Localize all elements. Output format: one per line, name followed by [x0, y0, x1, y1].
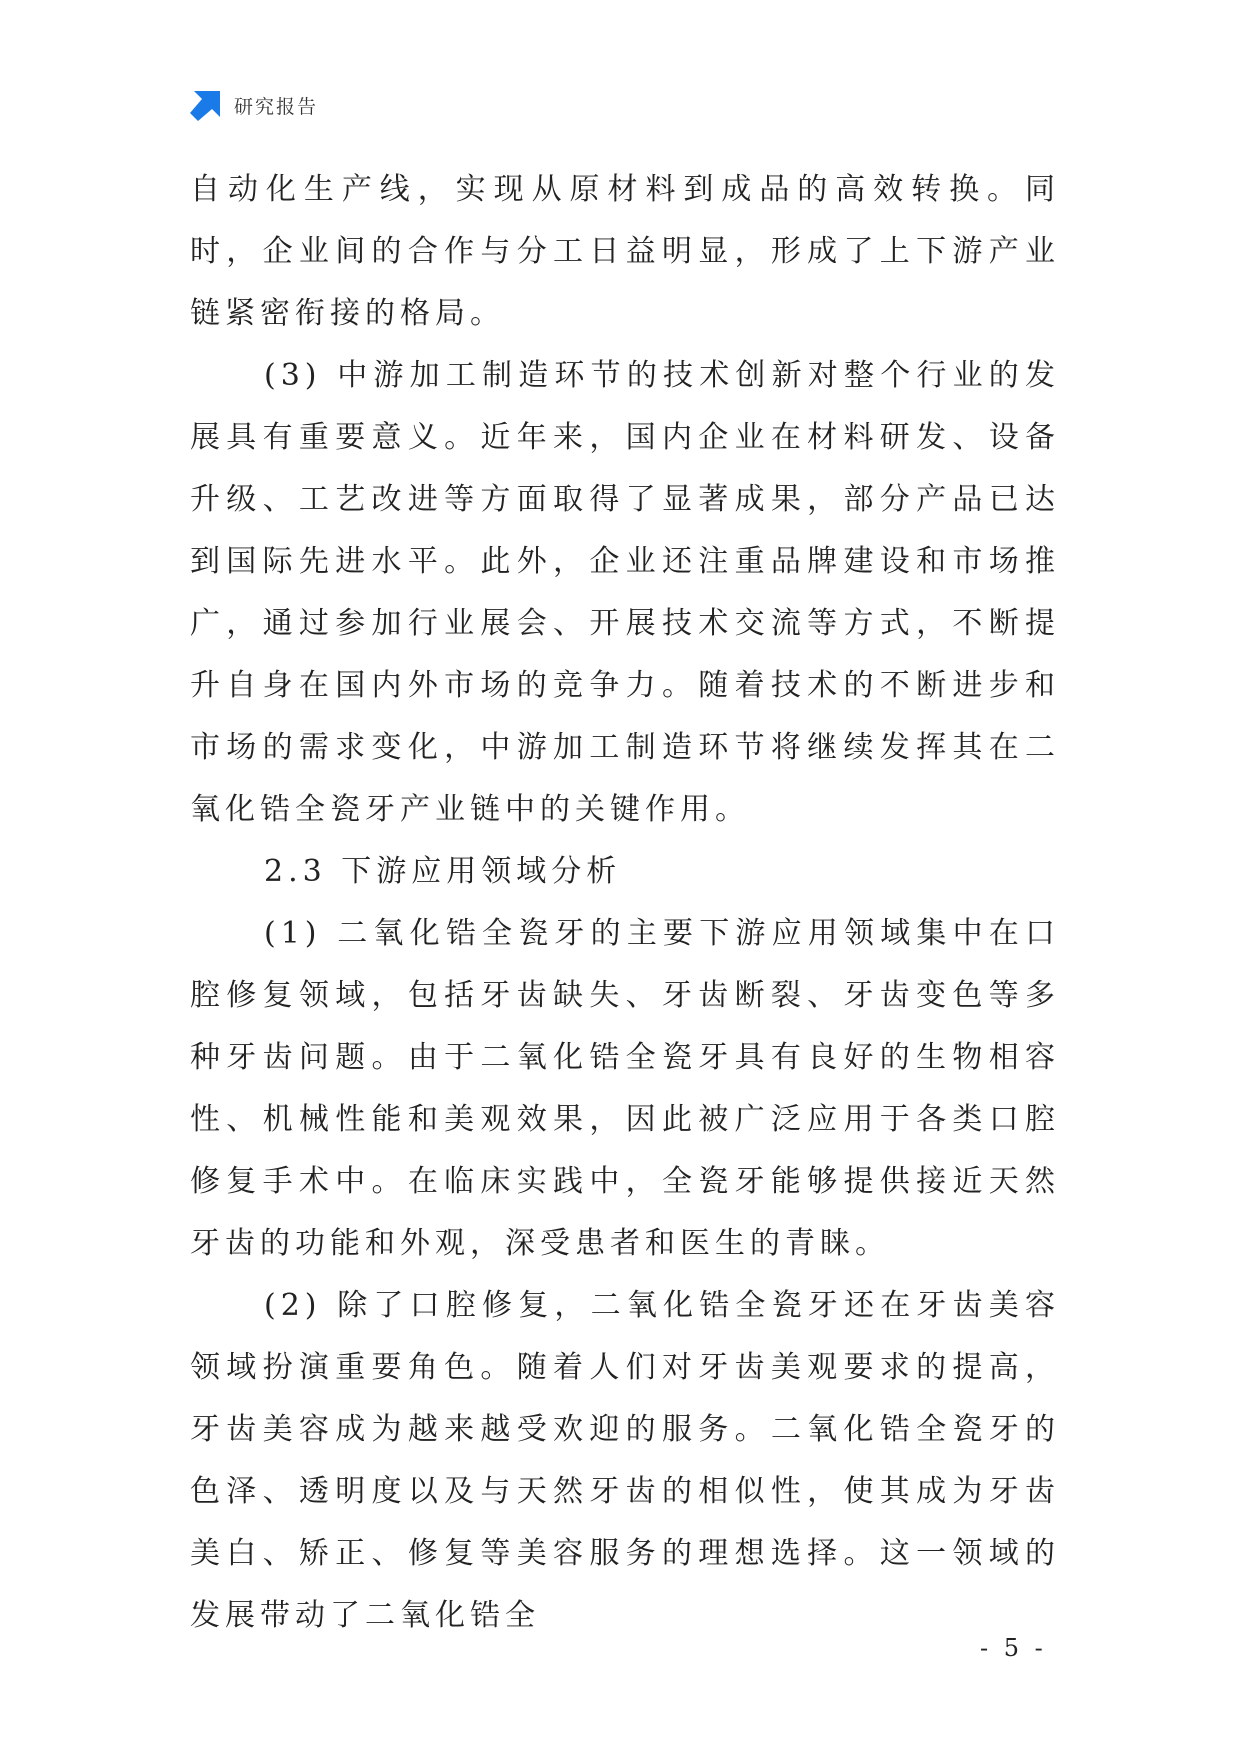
arrow-up-right-icon: [190, 89, 222, 121]
header-title: 研究报告: [234, 95, 319, 118]
report-header: [190, 88, 318, 122]
paragraph-dental-cosmetics: (2) 除了口腔修复，二氧化锆全瓷牙还在牙齿美容领域扮演重要角色。随着人们对牙齿美观要求的提高，牙齿美容成为越来越受欢迎的服务。二氧化锆全瓷牙的色泽、透明度以及与天然牙齿的相似性，使其成为牙齿美白、矫正、修复等美容服务的理想选择。这一领域的发展带动了二氧化锆全: [190, 1288, 1060, 1633]
section-heading: 2.3 下游应用领域分析: [264, 854, 622, 889]
page-number: - 5 -: [980, 1634, 1047, 1662]
paragraph-continuation: 自动化生产线，实现从原材料到成品的高效转换。同时，企业间的合作与分工日益明显，形成了上下游产业链紧密衔接的格局。: [190, 172, 1060, 331]
document-body: [190, 159, 1060, 1647]
paragraph-oral-restoration: (1) 二氧化锆全瓷牙的主要下游应用领域集中在口腔修复领域，包括牙齿缺失、牙齿断裂、牙齿变色等多种牙齿问题。由于二氧化锆全瓷牙具有良好的生物相容性、机械性能和美观效果，因此被广泛应用于各类口腔修复手术中。在临床实践中，全瓷牙能够提供接近天然牙齿的功能和外观，深受患者和医生的青睐。: [190, 916, 1060, 1261]
paragraph-midstream-innovation: (3) 中游加工制造环节的技术创新对整个行业的发展具有重要意义。近年来，国内企业在材料研发、设备升级、工艺改进等方面取得了显著成果，部分产品已达到国际先进水平。此外，企业还注重品牌建设和市场推广，通过参加行业展会、开展技术交流等方式，不断提升自身在国内外市场的竞争力。随着技术的不断进步和市场的需求变化，中游加工制造环节将继续发挥其在二氧化锆全瓷牙产业链中的关键作用。: [190, 358, 1060, 827]
